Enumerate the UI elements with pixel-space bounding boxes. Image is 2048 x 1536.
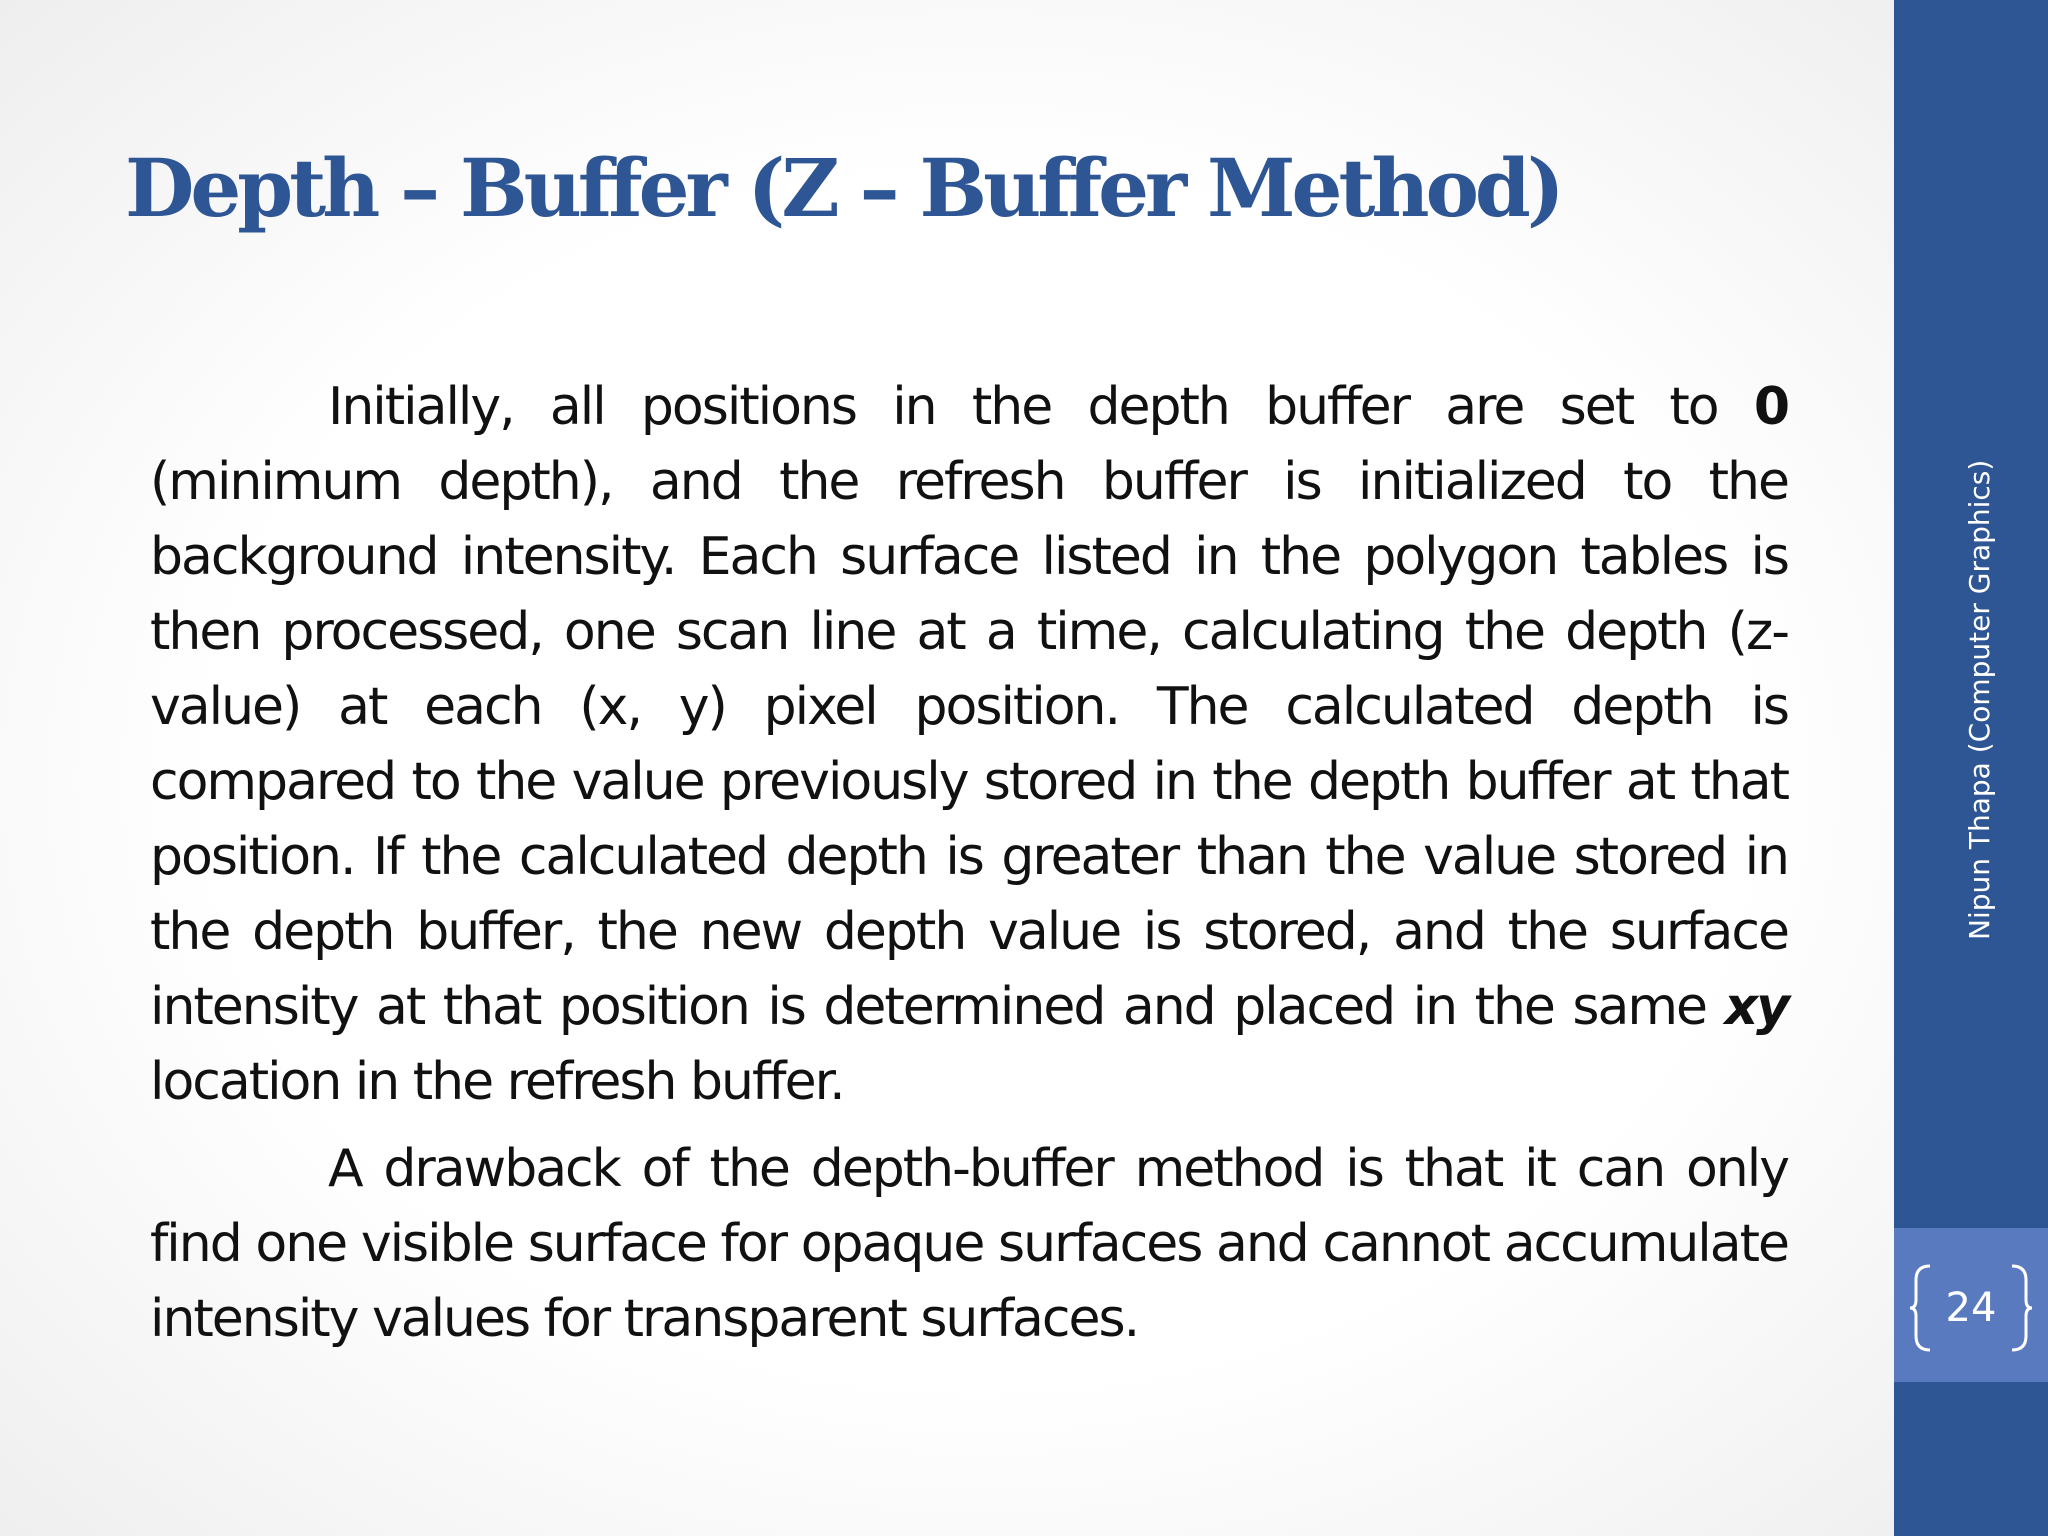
- author-caption: Nipun Thapa (Computer Graphics): [1963, 459, 1996, 940]
- bold-zero: 0: [1753, 377, 1788, 437]
- paragraph-1-text-middle: (minimum depth), and the refresh buffer is initialized to the background intensity. Each surface listed in the polygon tables is then processed, one scan line at a time, calculating the depth (z-value) at each (x, y) pixel position. The calculated depth is compared to the value previously stored in the depth buffer at that position. If the calculated depth is greater than the value stored in the depth buffer, the new depth value is stored, and the surface intensity at that position is determined and placed in the same: [150, 452, 1788, 1037]
- bold-italic-xy: xy: [1724, 977, 1788, 1037]
- paragraph-1-text-start: Initially, all positions in the depth buffer are set to: [328, 377, 1754, 437]
- page-number: 24: [1945, 1285, 1997, 1331]
- slide-body: [150, 370, 1788, 1369]
- page-number-container: [1910, 1262, 2032, 1354]
- slide-title: Depth – Buffer (Z – Buffer Method): [125, 141, 1561, 235]
- paragraph-1-text-end: location in the refresh buffer.: [150, 1052, 844, 1112]
- paragraph-2: A drawback of the depth-buffer method is that it can only find one visible surface for opaque surfaces and cannot accumulate intensity values for transparent surfaces.: [150, 1139, 1788, 1349]
- paragraph-1: [150, 370, 1788, 1120]
